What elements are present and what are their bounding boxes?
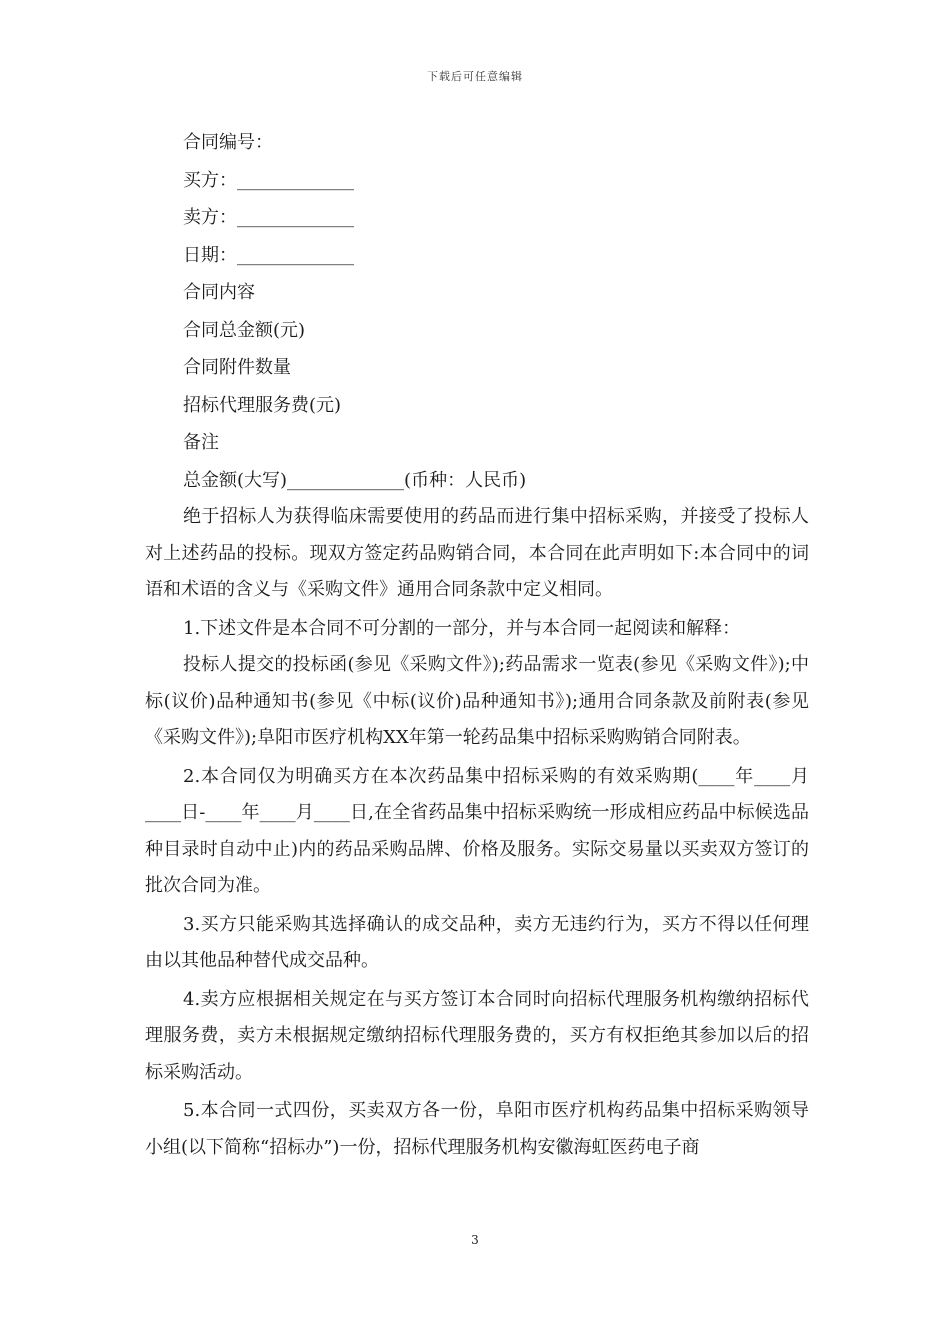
page-number: 3: [471, 1233, 479, 1247]
contract-number-field: 合同编号：: [183, 132, 273, 153]
attachment-count-field: 合同附件数量: [183, 357, 291, 378]
clause-5: 5.本合同一式四份，买卖双方各一份，阜阳市医疗机构药品集中招标采购领导小组(以下简称“招标办”)一份，招标代理服务机构安徽海虹医药电子商: [145, 1100, 809, 1158]
page-header: 下载后可任意编辑: [427, 70, 523, 83]
document-body: [145, 124, 809, 1166]
agency-fee-field: 招标代理服务费(元): [183, 394, 342, 416]
clause-2: 2.本合同仅为明确买方在本次药品集中招标采购的有效采购期(____年____月____日-____年____月____日,在全省药品集中招标采购统一形成相应药品中标候选品种目录时自动中止)内的药品采购品牌、价格及服务。实际交易量以买卖双方签订的批次合同为准。: [145, 765, 809, 896]
contract-content-field: 合同内容: [183, 282, 255, 303]
clause-1-documents: 投标人提交的投标函(参见《采购文件》);药品需求一览表(参见《采购文件》);中标(议价)品种通知书(参见《中标(议价)品种通知书》);通用合同条款及前附表(参见《采购文件》);阜阳市医疗机构XX年第一轮药品集中招标采购购销合同附表。: [145, 654, 809, 748]
clause-3: 3.买方只能采购其选择确认的成交品种，卖方无违约行为，买方不得以任何理由以其他品种替代成交品种。: [145, 913, 809, 971]
total-amount-capital-field: 总金额(大写)_____________(币种：人民币): [183, 469, 527, 491]
seller-field: 卖方：_____________: [183, 207, 354, 228]
clause-4: 4.卖方应根据相关规定在与买方签订本合同时向招标代理服务机构缴纳招标代理服务费，卖方未根据规定缴纳招标代理服务费的，买方有权拒绝其参加以后的招标采购活动。: [145, 988, 809, 1083]
remarks-field: 备注: [183, 432, 219, 453]
total-amount-field: 合同总金额(元): [183, 319, 306, 341]
intro-paragraph: 绝于招标人为获得临床需要使用的药品而进行集中招标采购，并接受了投标人对上述药品的投标。现双方签定药品购销合同，本合同在此声明如下:本合同中的词语和术语的含义与《采购文件》通用合同条款中定义相同。: [145, 506, 809, 600]
clause-1: 1.下述文件是本合同不可分割的一部分，并与本合同一起阅读和解释：: [183, 617, 741, 639]
buyer-field: 买方：_____________: [183, 169, 354, 191]
date-field: 日期：_____________: [183, 244, 354, 266]
